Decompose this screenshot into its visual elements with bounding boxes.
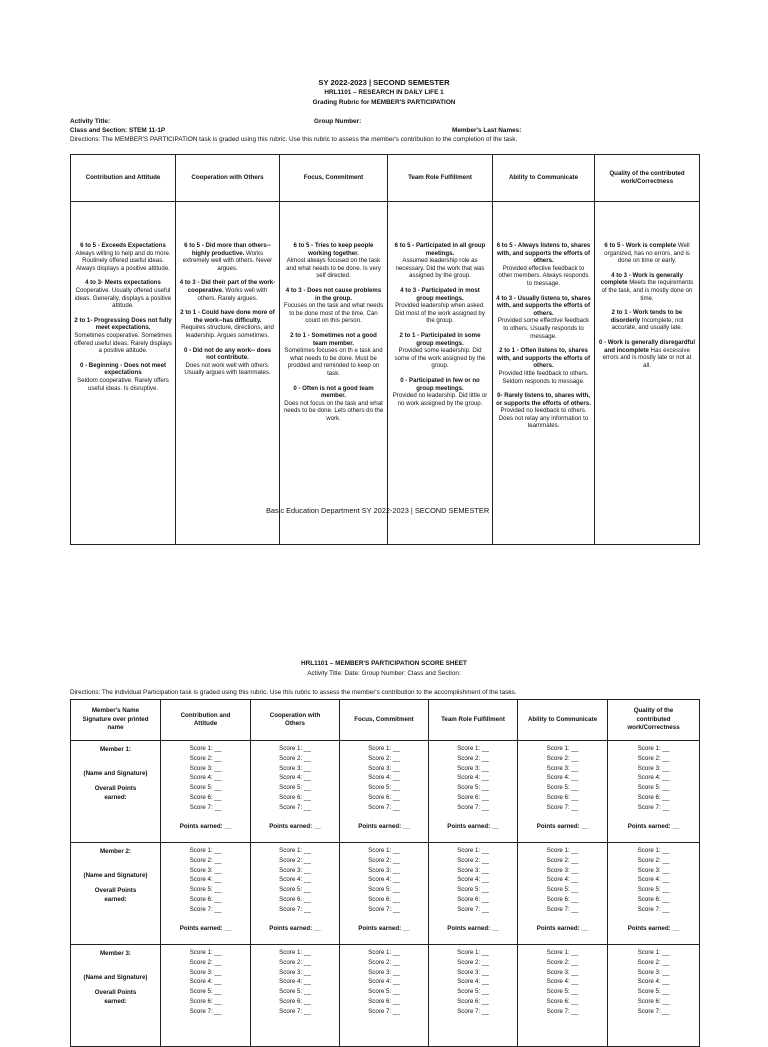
- score-cell[interactable]: [161, 741, 251, 843]
- points-earned: Points earned: __: [269, 924, 321, 932]
- group-number-label: Group Number:: [314, 118, 362, 125]
- score-lines: Score 1: __ Score 2: __ Score 3: __ Score 4: __ Score 5: __ Score 6: __ Score 7: __: [368, 745, 400, 811]
- score-cell[interactable]: [608, 741, 700, 843]
- level-text: Provided no feedback to others. Does not relay any information to teammates.: [498, 407, 589, 430]
- rubric-table: [70, 154, 700, 545]
- score-cell[interactable]: [340, 843, 429, 945]
- score-sheet-subtitle: Activity Title: Date: Group Number: Class and Section:: [307, 670, 461, 677]
- level-text: Provided effective feedback to other members. Always responds to message.: [498, 264, 589, 287]
- name-signature-label: (Name and Signature): [83, 769, 148, 777]
- score-lines: Score 1: __ Score 2: __ Score 3: __ Score 4: __ Score 5: __ Score 6: __ Score 7: __: [546, 949, 579, 1015]
- score-lines: Score 1: __ Score 2: __ Score 3: __ Score 4: __ Score 5: __ Score 6: __ Score 7: __: [279, 847, 311, 913]
- level-label: 0 - Beginning - Does not meet expectations: [80, 361, 166, 377]
- score-header-row: [71, 700, 700, 741]
- member-label: Member 3:: [100, 950, 131, 957]
- score-header-team-role: Team Role Fulfillment: [429, 700, 518, 741]
- overall-points-label: Overall Points earned:: [94, 886, 137, 903]
- score-lines: Score 1: __ Score 2: __ Score 3: __ Score 4: __ Score 5: __ Score 6: __ Score 7: __: [189, 847, 222, 913]
- points-earned: Points earned: __: [536, 822, 589, 830]
- score-cell[interactable]: [429, 843, 518, 945]
- name-signature-label: (Name and Signature): [83, 973, 148, 981]
- level-text: Provided no leadership. Did little or no work assigned by the group.: [392, 392, 488, 407]
- points-earned: Points earned: __: [447, 924, 499, 932]
- score-cell[interactable]: [340, 945, 429, 1047]
- score-cell[interactable]: [251, 843, 340, 945]
- overall-points-label: Overall Points earned:: [94, 988, 137, 1005]
- score-cell[interactable]: [340, 741, 429, 843]
- score-header-focus: Focus, Commitment: [340, 700, 429, 741]
- score-cell[interactable]: [518, 741, 608, 843]
- level-text: Sometimes focuses on th e task and what needs to be done. Must be prodded and reminded to keep on task.: [284, 347, 383, 377]
- score-lines: Score 1: __ Score 2: __ Score 3: __ Score 4: __ Score 5: __ Score 6: __ Score 7: __: [189, 745, 222, 811]
- points-earned: Points earned: __: [179, 924, 232, 932]
- level-label: 2 to 1 - Work tends to be disorderly: [610, 309, 683, 324]
- level-text: Does not work well with others. Usually argues with teammates.: [184, 361, 271, 377]
- points-earned: Points earned: __: [627, 924, 680, 932]
- rubric-header-cooperation: Cooperation with Others: [176, 155, 280, 202]
- score-lines: Score 1: __ Score 2: __ Score 3: __ Score 4: __ Score 5: __ Score 6: __ Score 7: __: [637, 745, 670, 811]
- score-cell[interactable]: [251, 945, 340, 1047]
- level-label: 4 to 3 - Does not cause problems in the group.: [285, 286, 382, 302]
- level-label: 6 to 5 - Work is complete: [604, 242, 677, 249]
- score-header-communicate: Ability to Communicate: [518, 700, 608, 741]
- rubric-header-team-role: Team Role Fulfillment: [388, 155, 493, 202]
- level-label: 6 to 5 - Exceeds Expectations: [80, 242, 166, 249]
- rubric-cell-cooperation: [176, 202, 280, 545]
- score-cell[interactable]: [161, 843, 251, 945]
- rubric-header-contribution: Contribution and Attitude: [71, 155, 176, 202]
- rubric-cell-team-role: [388, 202, 493, 545]
- level-text: Provided little feedback to others. Seldom responds to message.: [498, 369, 589, 385]
- score-header-contribution: Contribution and Attitude: [161, 700, 251, 741]
- rubric-cell-contribution: [71, 202, 176, 545]
- level-label: 2 to 1 - Could have done more of the work--has difficulty.: [180, 309, 275, 324]
- level-text: Cooperative. Usually offered useful ideas. Generally, displays a positive attitude.: [74, 286, 172, 310]
- score-header-member: Member's Name Signature over printed name: [71, 700, 161, 741]
- level-label: 6 to 5 - Participated in all group meetings.: [394, 242, 486, 257]
- activity-title-label: Activity Title:: [70, 118, 111, 125]
- score-sheet-directions: Directions: The individual Participation task is graded using this rubric. Use this rubric to assess the member's contribution to the accomplishment of the tasks.: [70, 689, 517, 696]
- score-lines: Score 1: __ Score 2: __ Score 3: __ Score 4: __ Score 5: __ Score 6: __ Score 7: __: [457, 745, 489, 811]
- rubric-cell-quality: [595, 202, 700, 545]
- level-text: Works well with others. Rarely argues.: [197, 286, 268, 302]
- level-label: 6 to 5 - Tries to keep people working together.: [293, 242, 374, 257]
- members-last-names-label: Member's Last Names:: [452, 127, 522, 134]
- level-text: Does not focus on the task and what needs to be done. Lets others do the work.: [283, 399, 384, 422]
- level-label: 2 to 1 - Often listens to, shares with, and supports the efforts of others.: [496, 347, 591, 370]
- score-lines: Score 1: __ Score 2: __ Score 3: __ Score 4: __ Score 5: __ Score 6: __ Score 7: __: [457, 949, 489, 1015]
- level-label: 0 - Did not do any work-- does not contribute.: [183, 346, 271, 362]
- overall-points-label: Overall Points earned:: [94, 784, 137, 801]
- level-label: 0 - Often is not a good team member.: [293, 384, 374, 400]
- points-earned: Points earned: __: [627, 822, 680, 830]
- score-header-quality: Quality of the contributed work/Correctness: [608, 700, 700, 741]
- points-earned: Points earned: __: [269, 822, 321, 830]
- level-text: Sometimes cooperative. Sometimes offered useful ideas. Rarely displays a positive attitude.: [74, 331, 172, 355]
- level-text: Assumed leadership role as necessary. Did the work that was assigned by the group.: [395, 257, 485, 280]
- rubric-body-row: [71, 202, 700, 545]
- level-text: Has excessive errors and is mostly late or not at all.: [602, 346, 692, 369]
- level-text: Requires structure, directions, and leadership. Argues sometimes.: [181, 324, 274, 339]
- level-label: 6 to 5 - Always listens to, shares with, and supports the efforts of others.: [496, 242, 591, 265]
- level-label: 6 to 5 - Did more than others--highly productive.: [184, 242, 271, 257]
- member-label: Member 2:: [100, 848, 131, 855]
- level-text: Provided leadership when asked. Did most of the work assigned by the group.: [395, 302, 485, 325]
- level-label: 0- Rarely listens to, shares with, or supports the efforts of others.: [496, 392, 591, 407]
- score-lines: Score 1: __ Score 2: __ Score 3: __ Score 4: __ Score 5: __ Score 6: __ Score 7: __: [637, 949, 670, 1015]
- score-cell[interactable]: [161, 945, 251, 1047]
- level-text: Provided some leadership. Did some of the work assigned by the group.: [394, 347, 486, 370]
- rubric-header-row: [71, 155, 700, 202]
- member-cell: [71, 945, 161, 1047]
- rubric-header-communicate: Ability to Communicate: [493, 155, 595, 202]
- score-cell[interactable]: [608, 843, 700, 945]
- level-text: Incomplete, not accurate, and usually late.: [611, 316, 684, 332]
- level-label: 0 - Participated in few or no group meetings.: [400, 376, 480, 392]
- score-lines: Score 1: __ Score 2: __ Score 3: __ Score 4: __ Score 5: __ Score 6: __ Score 7: __: [279, 949, 311, 1015]
- score-cell[interactable]: [518, 843, 608, 945]
- score-lines: Score 1: __ Score 2: __ Score 3: __ Score 4: __ Score 5: __ Score 6: __ Score 7: __: [368, 847, 400, 913]
- score-cell[interactable]: [429, 741, 518, 843]
- member-cell: [71, 843, 161, 945]
- page-footer: Basic Education Department SY 2022-2023 | SECOND SEMESTER: [266, 506, 490, 515]
- score-lines: Score 1: __ Score 2: __ Score 3: __ Score 4: __ Score 5: __ Score 6: __ Score 7: __: [279, 745, 311, 811]
- level-text: Always willing to help and do more. Routinely offered useful ideas. Always displays a positive attitude.: [75, 249, 171, 272]
- level-label: 4 to 3- Meets expectations: [85, 279, 161, 287]
- level-text: Almost always focused on the task and what needs to be done. Is very self directed.: [286, 257, 381, 280]
- score-lines: Score 1: __ Score 2: __ Score 3: __ Score 4: __ Score 5: __ Score 6: __ Score 7: __: [546, 745, 579, 811]
- score-cell[interactable]: [429, 945, 518, 1047]
- level-label: 4 to 3 - Did their part of the work-cooperative.: [179, 279, 276, 294]
- level-label: 2 to 1 - Sometimes not a good team member.: [290, 331, 377, 347]
- member-row: [71, 945, 700, 1047]
- points-earned: Points earned: __: [536, 924, 589, 932]
- level-text: Meets the requirements of the task, and is mostly done on time.: [601, 279, 694, 302]
- rubric-header-quality: Quality of the contributed work/Correctness: [595, 155, 700, 202]
- points-earned: Points earned: __: [358, 822, 410, 830]
- level-label: 4 to 3 - Usually listens to, shares with, and supports the efforts of others.: [496, 294, 591, 317]
- level-text: Focuses on the task and what needs to be done most of the time. Can count on this person.: [283, 302, 384, 325]
- level-label: 4 to 3 - Work is generally complete: [600, 271, 683, 287]
- member-label: Member 1:: [100, 746, 131, 753]
- rubric-header-focus: Focus, Commitment: [280, 155, 388, 202]
- member-row: [71, 843, 700, 945]
- member-row: [71, 741, 700, 843]
- rubric-cell-communicate: [493, 202, 595, 545]
- level-label: 2 to 1 - Participated in some group meetings.: [399, 331, 481, 347]
- score-cell[interactable]: [608, 945, 700, 1047]
- score-sheet-title: HRL1101 – MEMBER'S PARTICIPATION SCORE SHEET: [301, 660, 467, 667]
- rubric-cell-focus: [280, 202, 388, 545]
- score-sheet-table: [70, 699, 700, 1047]
- points-earned: Points earned: __: [179, 822, 232, 830]
- level-text: Seldom cooperative. Rarely offers useful ideas. Is disruptive.: [77, 376, 169, 392]
- score-lines: Score 1: __ Score 2: __ Score 3: __ Score 4: __ Score 5: __ Score 6: __ Score 7: __: [546, 847, 579, 913]
- rubric-title: Grading Rubric for MEMBER'S PARTICIPATION: [312, 99, 456, 106]
- points-earned: Points earned: __: [358, 924, 410, 932]
- score-cell[interactable]: [251, 741, 340, 843]
- score-cell[interactable]: [518, 945, 608, 1047]
- rubric-directions: Directions: The MEMBER'S PARTICIPATION task is graded using this rubric. Use this rubric to assess the member's contribution to the completion of the task.: [70, 136, 518, 143]
- class-section-label: Class and Section: STEM 11-1P: [70, 127, 166, 134]
- score-lines: Score 1: __ Score 2: __ Score 3: __ Score 4: __ Score 5: __ Score 6: __ Score 7: __: [457, 847, 489, 913]
- course-heading: HRL1101 – RESEARCH IN DAILY LIFE 1: [324, 89, 444, 96]
- level-text: Well organized, has no errors, and is done on time or early.: [604, 242, 690, 265]
- level-label: 0 - Work is generally disregardful and incomplete: [598, 338, 696, 354]
- school-year-heading: SY 2022-2023 | SECOND SEMESTER: [318, 78, 450, 87]
- points-earned: Points earned: __: [447, 822, 499, 830]
- score-lines: Score 1: __ Score 2: __ Score 3: __ Score 4: __ Score 5: __ Score 6: __ Score 7: __: [637, 847, 670, 913]
- name-signature-label: (Name and Signature): [83, 871, 148, 879]
- level-text: Works extremely well with others. Never argues.: [182, 249, 273, 272]
- score-lines: Score 1: __ Score 2: __ Score 3: __ Score 4: __ Score 5: __ Score 6: __ Score 7: __: [368, 949, 400, 1015]
- score-lines: Score 1: __ Score 2: __ Score 3: __ Score 4: __ Score 5: __ Score 6: __ Score 7: __: [189, 949, 222, 1015]
- level-label: 4 to 3 - Participated in most group meetings.: [400, 286, 480, 302]
- member-cell: [71, 741, 161, 843]
- level-label: 2 to 1- Progressing Does not fully meet expectations.: [74, 316, 172, 332]
- score-header-cooperation: Cooperation with Others: [251, 700, 340, 741]
- level-text: Provided some effective feedback to others. Usually responds to message.: [497, 317, 590, 340]
